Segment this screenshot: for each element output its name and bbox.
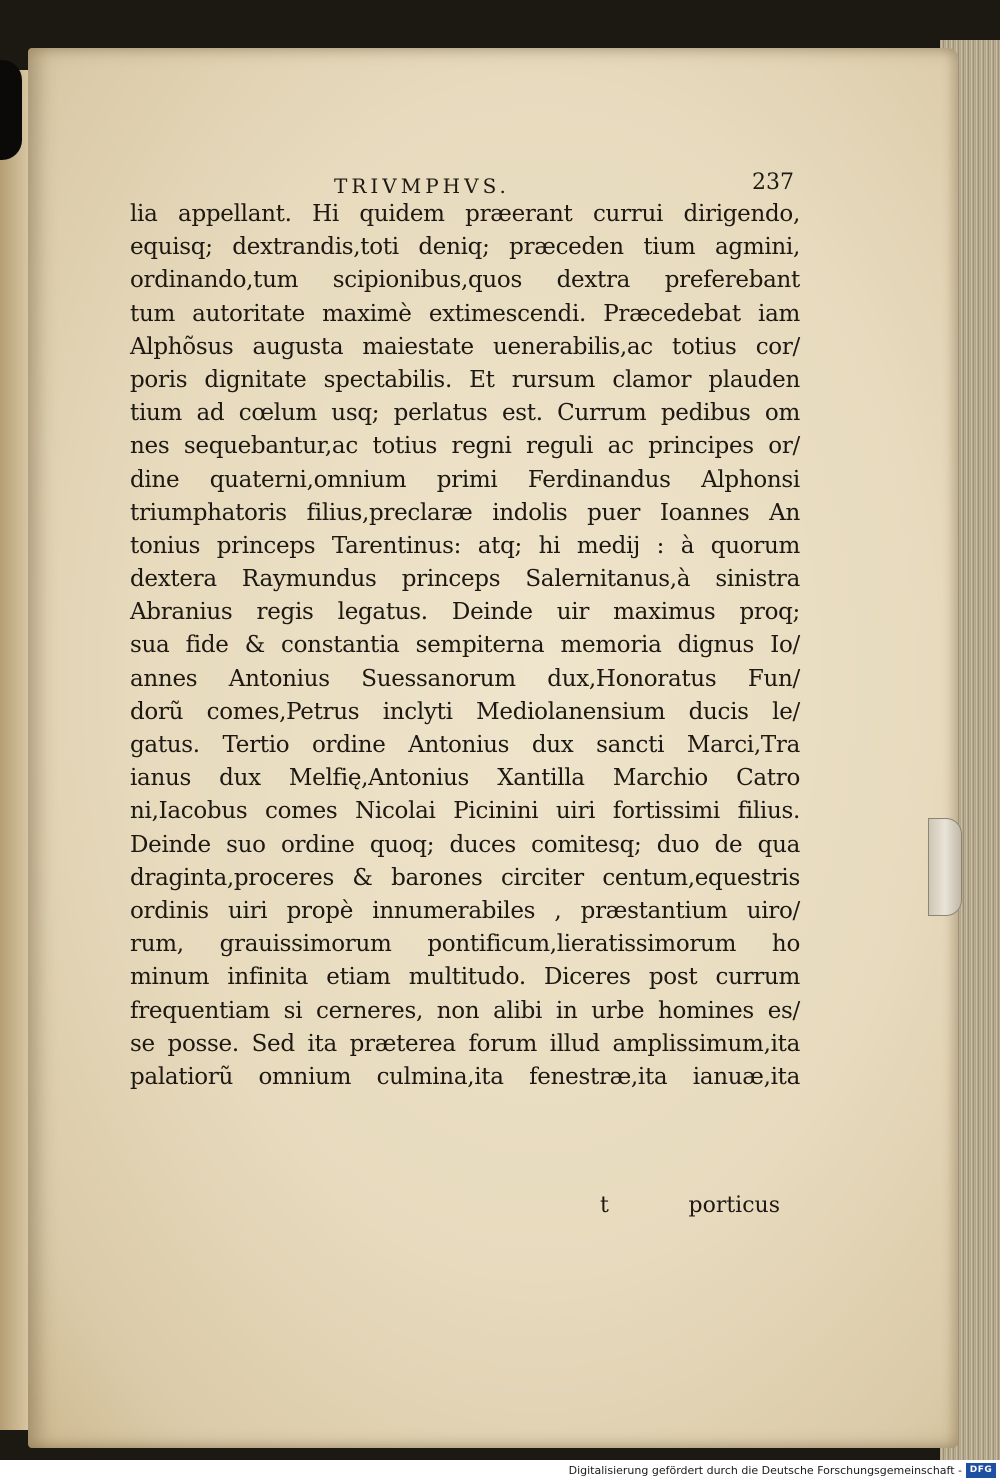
text-line: triumphatoris filius,preclaræ indolis puer Ioannes An [130, 499, 800, 526]
page-header [130, 168, 798, 198]
dfg-logo-icon: DFG [966, 1463, 996, 1478]
body-text [130, 198, 800, 1094]
text-line: palatiorũ omnium culmina,ita fenestræ,ita ianuæ,ita [130, 1063, 800, 1090]
catchword: porticus [688, 1193, 780, 1218]
signature-mark: t [600, 1193, 609, 1218]
text-line: se posse. Sed ita præterea forum illud amplissimum,ita [130, 1030, 800, 1057]
text-line: ordinis uiri propè innumerabiles , præstantium uiro/ [130, 897, 800, 924]
text-line: Deinde suo ordine quoq; duces comitesq; duo de qua [130, 831, 800, 858]
text-line: tium ad cœlum usq; perlatus est. Currum pedibus om [130, 400, 800, 427]
text-line: lia appellant. Hi quidem præerant currui dirigendo, [130, 201, 800, 227]
gutter-shadow [0, 60, 22, 160]
text-line: Alphõsus augusta maiestate uenerabilis,ac totius cor/ [130, 333, 800, 360]
text-line: ni,Iacobus comes Nicolai Picinini uiri fortissimi filius. [130, 798, 800, 825]
text-line: nes sequebantur,ac totius regni reguli ac principes or/ [130, 433, 800, 460]
text-line: tonius princeps Tarentinus: atq; hi medij : à quorum [130, 532, 800, 559]
text-line: equisq; dextrandis,toti deniq; præceden tium agmini, [130, 234, 800, 261]
text-line: frequentiam si cerneres, non alibi in urbe homines es/ [130, 997, 800, 1024]
text-line: sua fide & constantia sempiterna memoria dignus Io/ [130, 632, 800, 659]
text-line: dine quaterni,omnium primi Ferdinandus Alphonsi [130, 466, 800, 493]
text-line: draginta,proceres & barones circiter centum,equestris [130, 864, 800, 891]
text-line: dorũ comes,Petrus inclyti Mediolanensium ducis le/ [130, 698, 800, 725]
text-line: annes Antonius Suessanorum dux,Honoratus Fun/ [130, 665, 800, 692]
funding-credit: Digitalisierung gefördert durch die Deutsche Forschungsgemeinschaft - [568, 1464, 962, 1477]
running-title: TRIVMPHVS. [334, 174, 510, 198]
text-line: gatus. Tertio ordine Antonius dux sancti Marci,Tra [130, 732, 800, 758]
text-line: tum autoritate maximè extimescendi. Præcedebat iam [130, 300, 800, 327]
text-line: rum, grauissimorum pontificum,lieratissimorum ho [130, 931, 800, 958]
text-line: poris dignitate spectabilis. Et rursum clamor plauden [130, 366, 800, 393]
text-line: Abranius regis legatus. Deinde uir maximus proq; [130, 599, 800, 626]
catchword-row [130, 1193, 780, 1223]
text-line: ordinando,tum scipionibus,quos dextra preferebant [130, 267, 800, 294]
text-line: ianus dux Melfię,Antonius Xantilla Marchio Catro [130, 765, 800, 792]
text-line: minum infinita etiam multitudo. Diceres post currum [130, 964, 800, 991]
text-line: dextera Raymundus princeps Salernitanus,à sinistra [130, 566, 800, 593]
page-number: 237 [752, 170, 794, 195]
footer-bar [0, 1460, 1000, 1483]
page-clip [928, 818, 962, 916]
